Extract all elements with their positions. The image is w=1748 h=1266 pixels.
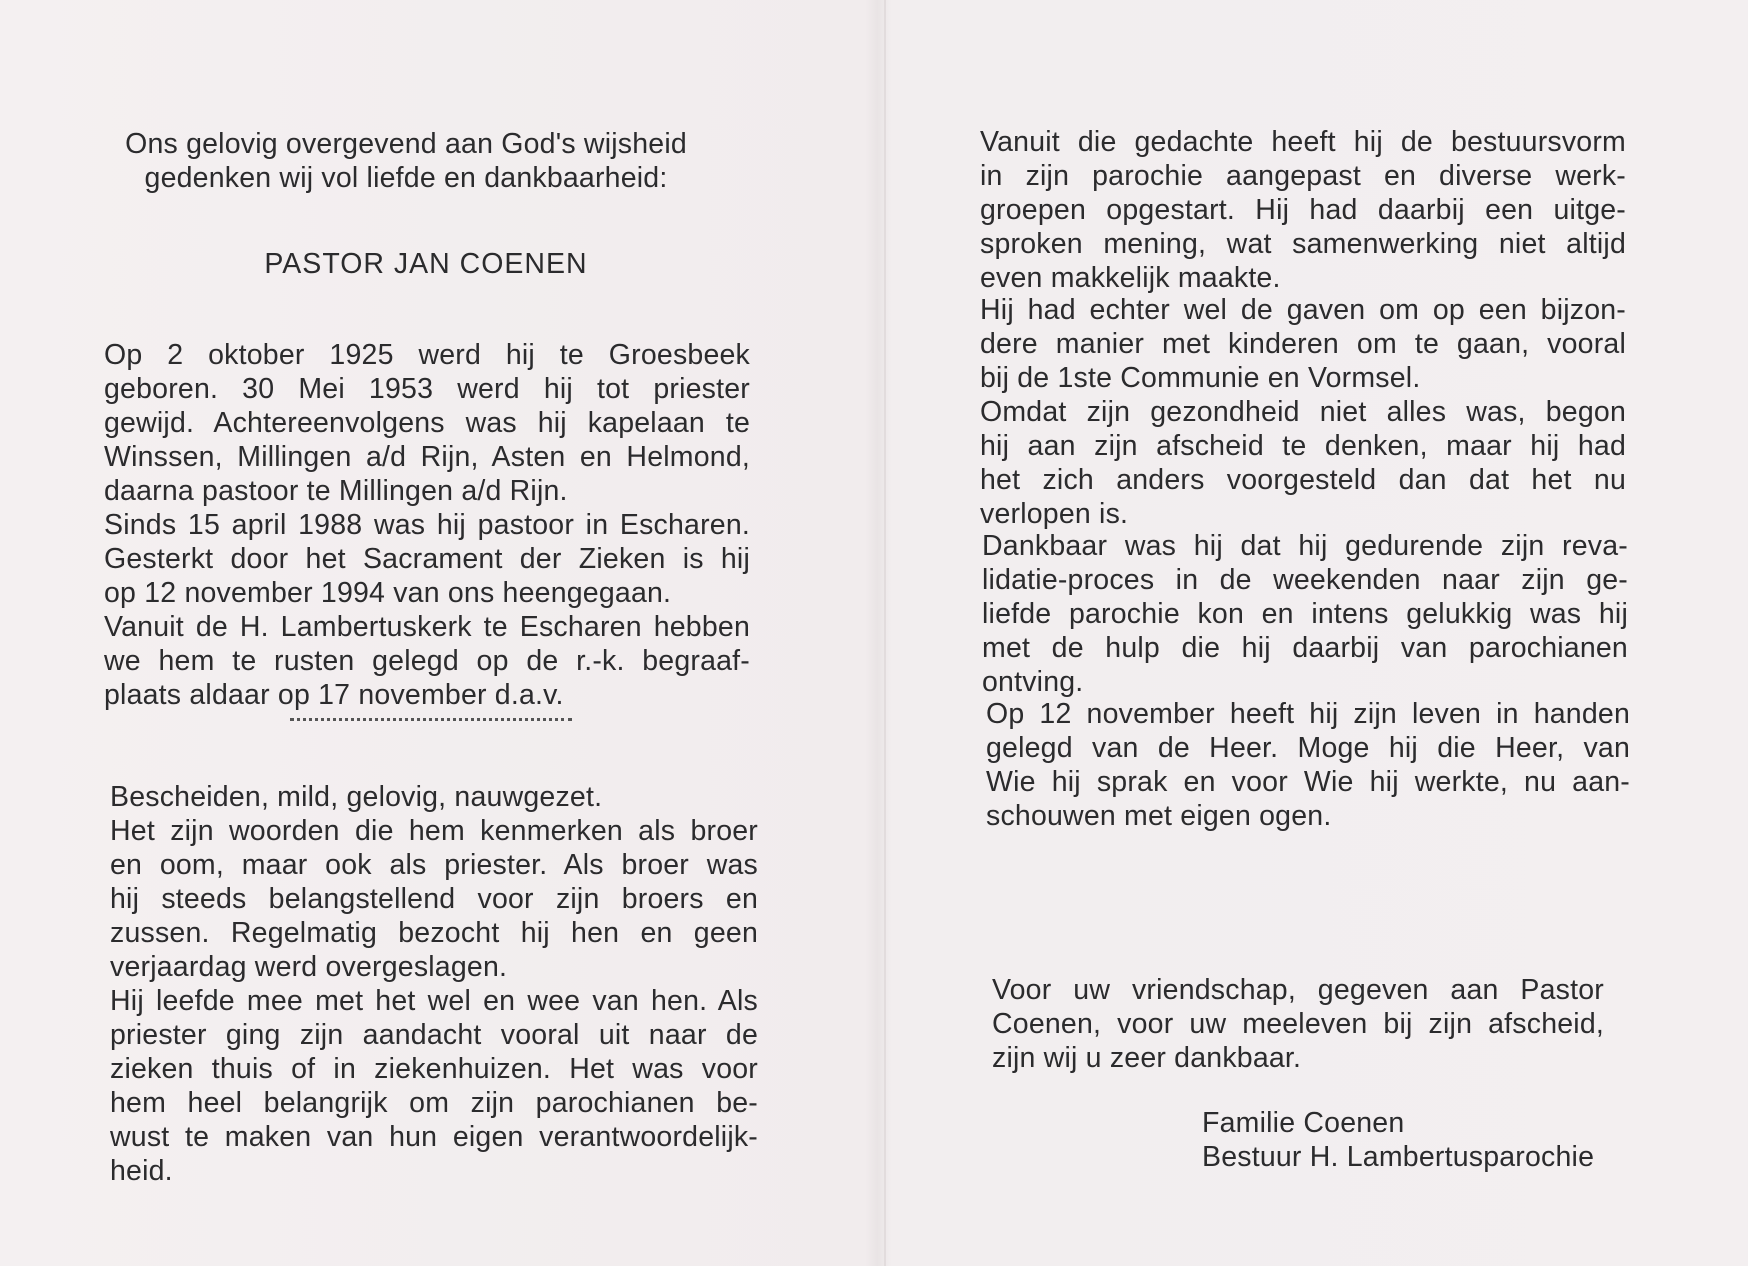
body-line: verlopen is.: [980, 498, 1129, 530]
bio-line: Vanuit de H. Lambertuskerk te Escharen hebben: [104, 611, 750, 643]
character-line: Hij leefde mee met het wel en wee van hen. Als: [110, 985, 758, 1017]
character-line: zieken thuis of in ziekenhuizen. Het was voor: [110, 1053, 758, 1085]
body-line: sproken mening, wat samenwerking niet altijd: [980, 228, 1626, 260]
thanks-line: Voor uw vriendschap, gegeven aan Pastor: [992, 974, 1604, 1006]
character-line: verjaardag werd overgeslagen.: [110, 951, 508, 983]
bio-line: Op 2 oktober 1925 werd hij te Groesbeek: [104, 339, 750, 371]
character-line: Bescheiden, mild, gelovig, nauwgezet.: [110, 781, 603, 813]
bio-line: Winssen, Millingen a/d Rijn, Asten en Helmond,: [104, 441, 750, 473]
thanks-line: Coenen, voor uw meeleven bij zijn afscheid,: [992, 1008, 1604, 1040]
body-line: even makkelijk maakte.: [980, 262, 1281, 294]
body-line: in zijn parochie aangepast en diverse werk-: [980, 160, 1626, 192]
intro-line-2: gedenken wij vol liefde en dankbaarheid:: [144, 162, 668, 194]
bio-line: daarna pastoor te Millingen a/d Rijn.: [104, 475, 568, 507]
body-line: groepen opgestart. Hij had daarbij een uitge-: [980, 194, 1626, 226]
signature-line: Bestuur H. Lambertusparochie: [1202, 1141, 1595, 1173]
body-line: Omdat zijn gezondheid niet alles was, begon: [980, 396, 1626, 428]
deceased-name: PASTOR JAN COENEN: [264, 248, 588, 280]
body-line: Wie hij sprak en voor Wie hij werkte, nu aan-: [986, 766, 1630, 798]
body-line: bij de 1ste Communie en Vormsel.: [980, 362, 1421, 394]
bio-line: op 12 november 1994 van ons heengegaan.: [104, 577, 672, 609]
bio-line: we hem te rusten gelegd op de r.-k. begraaf-: [104, 645, 750, 677]
character-line: Het zijn woorden die hem kenmerken als broer: [110, 815, 758, 847]
body-line: Hij had echter wel de gaven om op een bijzon-: [980, 294, 1626, 326]
bio-line: Gesterkt door het Sacrament der Zieken is hij: [104, 543, 750, 575]
thanks-line: zijn wij u zeer dankbaar.: [992, 1042, 1302, 1074]
body-line: gelegd van de Heer. Moge hij die Heer, van: [986, 732, 1630, 764]
bio-line: plaats aldaar op 17 november d.a.v.: [104, 679, 564, 711]
body-line: het zich anders voorgesteld dan dat het nu: [980, 464, 1626, 496]
character-line: en oom, maar ook als priester. Als broer was: [110, 849, 758, 881]
body-line: lidatie-proces in de weekenden naar zijn ge-: [982, 564, 1628, 596]
intro-line-1: Ons gelovig overgevend aan God's wijsheid: [125, 128, 687, 160]
body-line: ontving.: [982, 666, 1084, 698]
character-line: hij steeds belangstellend voor zijn broers en: [110, 883, 758, 915]
body-line: dere manier met kinderen om te gaan, vooral: [980, 328, 1626, 360]
bio-line: gewijd. Achtereenvolgens was hij kapelaan te: [104, 407, 750, 439]
bio-line: Sinds 15 april 1988 was hij pastoor in Escharen.: [104, 509, 750, 541]
character-line: hem heel belangrijk om zijn parochianen be-: [110, 1087, 758, 1119]
body-line: schouwen met eigen ogen.: [986, 800, 1332, 832]
character-line: heid.: [110, 1155, 173, 1187]
body-line: met de hulp die hij daarbij van parochianen: [982, 632, 1628, 664]
body-line: Dankbaar was hij dat hij gedurende zijn reva-: [982, 530, 1628, 562]
signature-line: Familie Coenen: [1202, 1107, 1405, 1139]
body-line: Vanuit die gedachte heeft hij de bestuursvorm: [980, 126, 1626, 158]
character-line: wust te maken van hun eigen verantwoordelijk-: [110, 1121, 758, 1153]
character-line: zussen. Regelmatig bezocht hij hen en geen: [110, 917, 758, 949]
body-line: hij aan zijn afscheid te denken, maar hij had: [980, 430, 1626, 462]
card-fold: [884, 0, 886, 1266]
body-line: Op 12 november heeft hij zijn leven in handen: [986, 698, 1630, 730]
character-line: priester ging zijn aandacht vooral uit naar de: [110, 1019, 758, 1051]
dotted-separator: [290, 710, 572, 721]
bio-line: geboren. 30 Mei 1953 werd hij tot priester: [104, 373, 750, 405]
body-line: liefde parochie kon en intens gelukkig was hij: [982, 598, 1628, 630]
